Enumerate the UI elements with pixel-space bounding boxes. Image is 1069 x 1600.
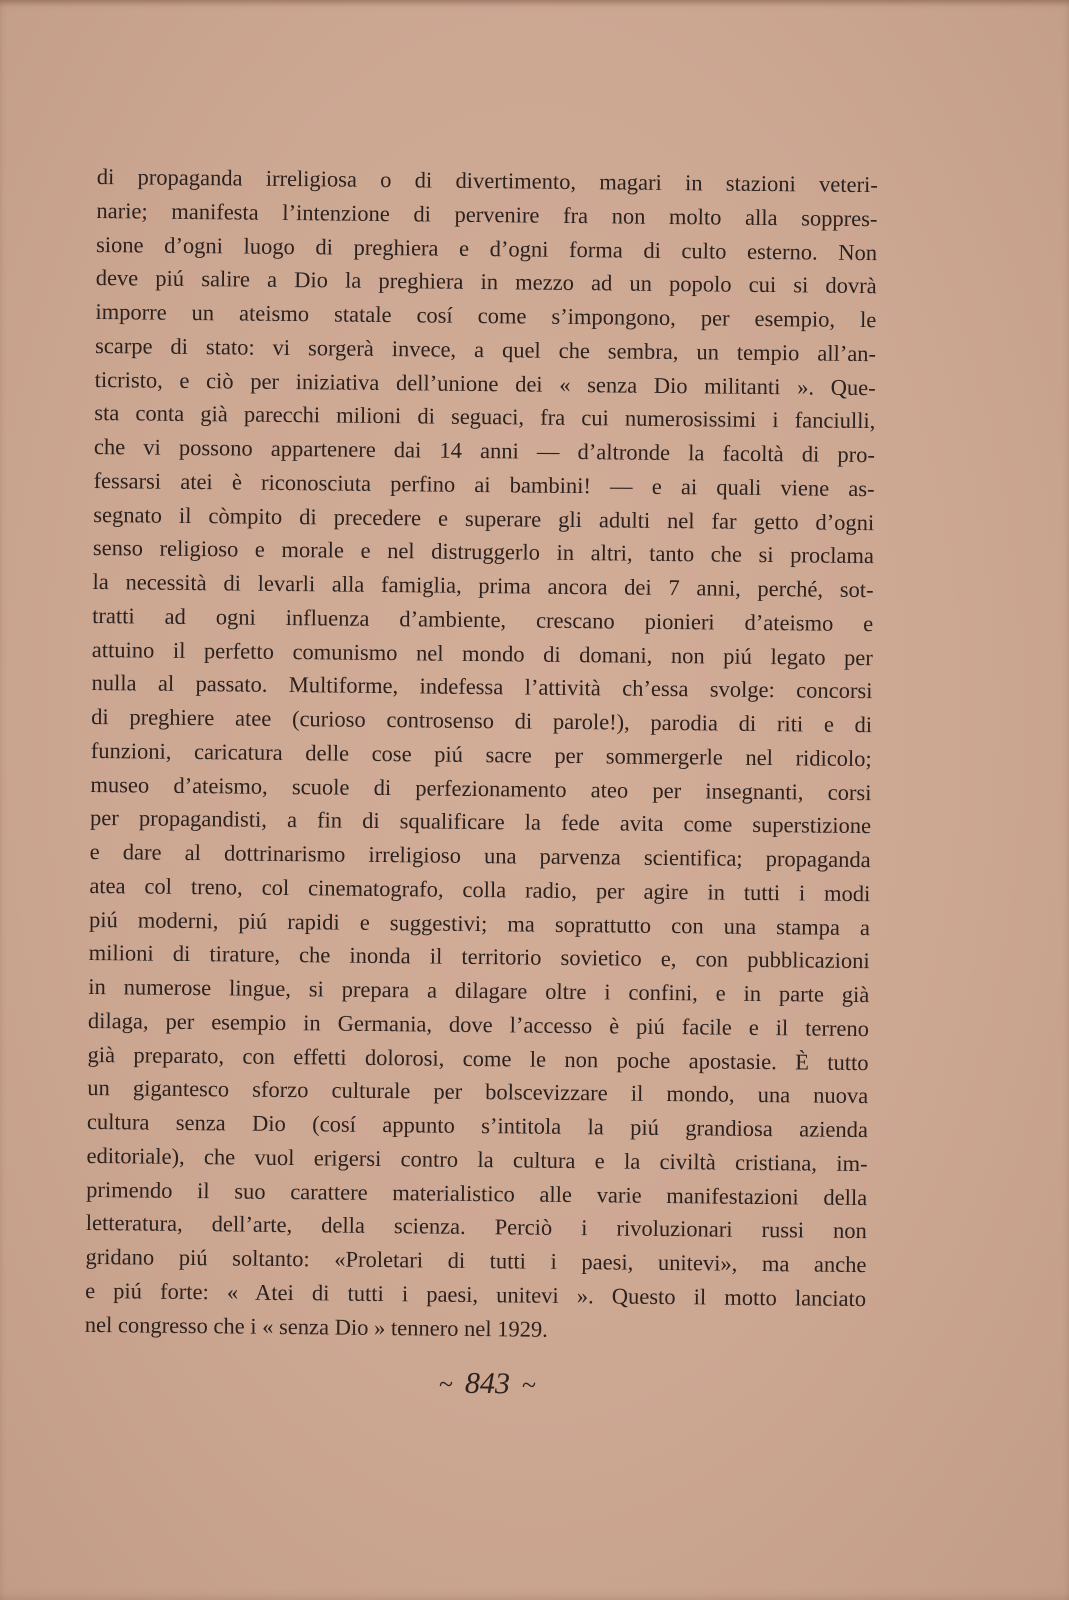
text-line: di propaganda irreligiosa o di divertimento, magari in stazioni veteri-: [96, 163, 878, 198]
page-number-value: 843: [464, 1366, 511, 1401]
text-line: cultura senza Dio (cosí appunto s’intitola la piú grandiosa azienda: [86, 1108, 869, 1143]
text-line: dilaga, per esempio in Germania, dove l’accesso è piú facile e il terreno: [87, 1007, 870, 1041]
text-line: nel congresso che i « senza Dio » tennero nel 1929.: [84, 1311, 548, 1342]
text-line: milioni di tirature, che inonda il territorio sovietico e, con pubblicazioni: [88, 940, 870, 974]
text-line: deve piú salire a Dio la preghiera in mezzo ad un popolo cui si dovrà: [95, 265, 877, 299]
text-line: scarpe di stato: vi sorgerà invece, a quel che sembra, un tempio all’an-: [94, 332, 877, 366]
text-line: museo d’ateismo, scuole di perfezionamento ateo per insegnanti, corsi: [90, 771, 872, 805]
text-line: e dare al dottrinarismo irreligioso una parvenza scientifica; propaganda: [89, 838, 871, 873]
text-line: atea col treno, col cinematografo, colla radio, per agire in tutti i modi: [89, 872, 871, 906]
text-line: fessarsi atei è riconosciuta perfino ai bambini! — e ai quali viene as-: [93, 467, 875, 501]
page-number: [97, 1358, 878, 1410]
text-line: letteratura, dell’arte, della scienza. Perciò i rivoluzionari russi non: [85, 1210, 867, 1244]
page-number-ornament-right: ~: [521, 1370, 537, 1400]
text-line: nulla al passato. Multiforme, indefessa l’attività ch’essa svolge: concorsi: [91, 670, 873, 704]
body-text: [85, 160, 878, 1349]
text-line: che vi possono appartenere dai 14 anni — d’altronde la facoltà di pro-: [93, 433, 876, 468]
text-line: piú moderni, piú rapidi e suggestivi; ma soprattutto con una stampa a: [88, 906, 871, 940]
text-line: ticristo, e ciò per iniziativa dell’unione dei « senza Dio militanti ». Que-: [94, 366, 876, 400]
text-line: gridano piú soltanto: «Proletari di tutti i paesi, unitevi», ma anche: [85, 1243, 867, 1278]
text-line: segnato il còmpito di precedere e superare gli adulti nel far getto d’ogni: [93, 501, 875, 535]
text-line: funzioni, caricatura delle cose piú sacre per sommergerle nel ridicolo;: [90, 737, 872, 771]
text-line: senso religioso e morale e nel distruggerlo in altri, tanto che si proclama: [92, 535, 875, 569]
text-line: attuino il perfetto comunismo nel mondo di domani, non piú legato per: [91, 636, 873, 670]
text-line: la necessità di levarli alla famiglia, prima ancora dei 7 anni, perché, sot-: [92, 568, 874, 603]
page-number-ornament-left: ~: [438, 1369, 454, 1399]
text-line: sione d’ogni luogo di preghiera e d’ogni forma di culto esterno. Non: [95, 231, 878, 265]
text-line: e piú forte: « Atei di tutti i paesi, unitevi ». Questo il motto lanciato: [85, 1277, 867, 1311]
text-line: di preghiere atee (curioso controsenso di parole!), parodia di riti e di: [91, 703, 873, 738]
text-line: in numerose lingue, si prepara a dilagare oltre i confini, e in parte già: [88, 973, 870, 1008]
text-line: tratti ad ogni influenza d’ambiente, crescano pionieri d’ateismo e: [92, 602, 874, 636]
text-line: per propagandisti, a fin di squalificare la fede avita come superstizione: [89, 805, 872, 839]
text-line: imporre un ateismo statale cosí come s’impongono, per esempio, le: [95, 298, 877, 333]
text-line: un gigantesco sforzo culturale per bolscevizzare il mondo, una nuova: [87, 1075, 869, 1109]
text-line: primendo il suo carattere materialistico alle varie manifestazioni della: [86, 1176, 868, 1210]
text-line: editoriale), che vuol erigersi contro la cultura e la civiltà cristiana, im-: [86, 1142, 868, 1176]
text-line: già preparato, con effetti dolorosi, come le non poche apostasie. È tutto: [87, 1041, 869, 1075]
text-line: sta conta già parecchi milioni di seguaci, fra cui numerosissimi i fanciulli,: [94, 400, 876, 434]
text-line: narie; manifesta l’intenzione di pervenire fra non molto alla soppres-: [96, 197, 878, 231]
